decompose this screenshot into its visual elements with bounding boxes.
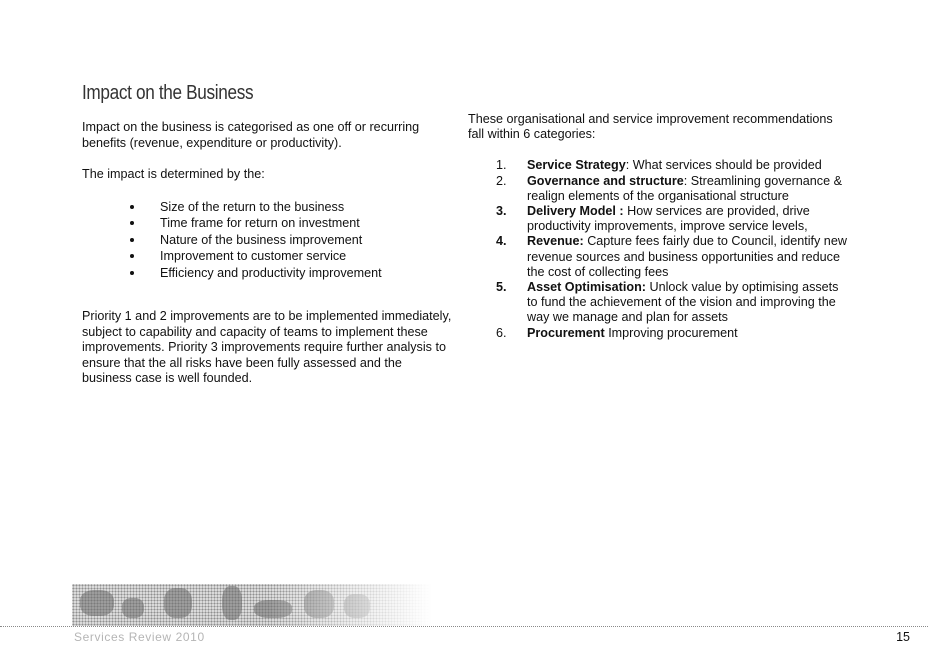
priority-paragraph: Priority 1 and 2 improvements are to be implemented immediately, subject to capability and capacity of teams to implement these improvements. Priority 3 improvements require further analysis to ensure that the all risks have been fully assessed and the business case is well founded. <box>82 309 452 386</box>
list-item-text: Improvement to customer service <box>160 249 347 264</box>
category-title: Service Strategy <box>527 158 626 173</box>
bullet-icon <box>130 221 134 225</box>
list-item-text: Efficiency and productivity improvement <box>160 265 382 280</box>
determined-by-paragraph: The impact is determined by the: <box>82 167 265 181</box>
list-item <box>82 248 452 265</box>
category-item <box>468 174 848 204</box>
category-title: Procurement <box>527 325 605 340</box>
category-number: 1. <box>496 158 507 173</box>
decorative-photo-strip <box>72 584 432 626</box>
list-item-text: Size of the return to the business <box>160 199 345 214</box>
photo-shape <box>304 590 334 618</box>
category-description: Capture fees fairly due to Council, identify new revenue sources and business opportunities and reduce the cost of collecting fees <box>527 234 847 279</box>
photo-shape <box>122 598 144 618</box>
category-item <box>468 204 848 234</box>
footer-divider <box>0 626 928 627</box>
list-item-text: Nature of the business improvement <box>160 232 363 247</box>
category-separator: : <box>683 173 691 188</box>
category-item <box>468 280 848 326</box>
category-number: 6. <box>496 325 507 340</box>
page-number: 15 <box>896 630 910 644</box>
list-item-text: Time frame for return on investment <box>160 216 360 231</box>
category-number: 5. <box>496 280 507 295</box>
photo-shape <box>254 600 292 618</box>
category-description: Streamlining governance & realign elements of the organisational structure <box>527 173 842 203</box>
category-title: Asset Optimisation: <box>527 280 646 295</box>
list-item <box>82 215 452 232</box>
bullet-icon <box>130 271 134 275</box>
category-description: Improving procurement <box>608 325 738 340</box>
list-item <box>82 199 452 216</box>
category-separator: : <box>625 158 633 173</box>
footer-title: Services Review 2010 <box>74 630 205 644</box>
bullet-icon <box>130 238 134 242</box>
left-column <box>82 120 452 387</box>
category-number: 3. <box>496 204 507 219</box>
category-description: How services are provided, drive productivity improvements, improve service levels, <box>527 204 810 234</box>
category-description: What services should be provided <box>632 158 822 173</box>
photo-shape <box>222 586 242 620</box>
intro-paragraph: Impact on the business is categorised as one off or recurring benefits (revenue, expenditure or productivity). <box>82 120 420 150</box>
page-heading: Impact on the Business <box>82 82 254 104</box>
category-number: 2. <box>496 173 507 188</box>
list-item <box>82 232 452 249</box>
photo-shape <box>80 590 114 616</box>
category-item <box>468 326 848 341</box>
right-column <box>468 112 848 341</box>
category-item <box>468 158 848 173</box>
categories-intro: These organisational and service improvement recommendations fall within 6 categories: <box>468 112 833 142</box>
category-title: Revenue: <box>527 234 584 249</box>
photo-shape <box>164 588 192 618</box>
list-item <box>82 265 452 282</box>
bullet-icon <box>130 254 134 258</box>
bullet-icon <box>130 205 134 209</box>
categories-list <box>468 158 848 340</box>
category-number: 4. <box>496 234 507 249</box>
category-title: Governance and structure <box>527 173 684 188</box>
impact-factors-list <box>82 199 452 282</box>
category-title: Delivery Model : <box>527 204 624 219</box>
category-description: Unlock value by optimising assets to fund the achievement of the vision and improving the way we manage and plan for assets <box>527 280 839 325</box>
photo-shape <box>344 594 370 618</box>
category-item <box>468 234 848 280</box>
